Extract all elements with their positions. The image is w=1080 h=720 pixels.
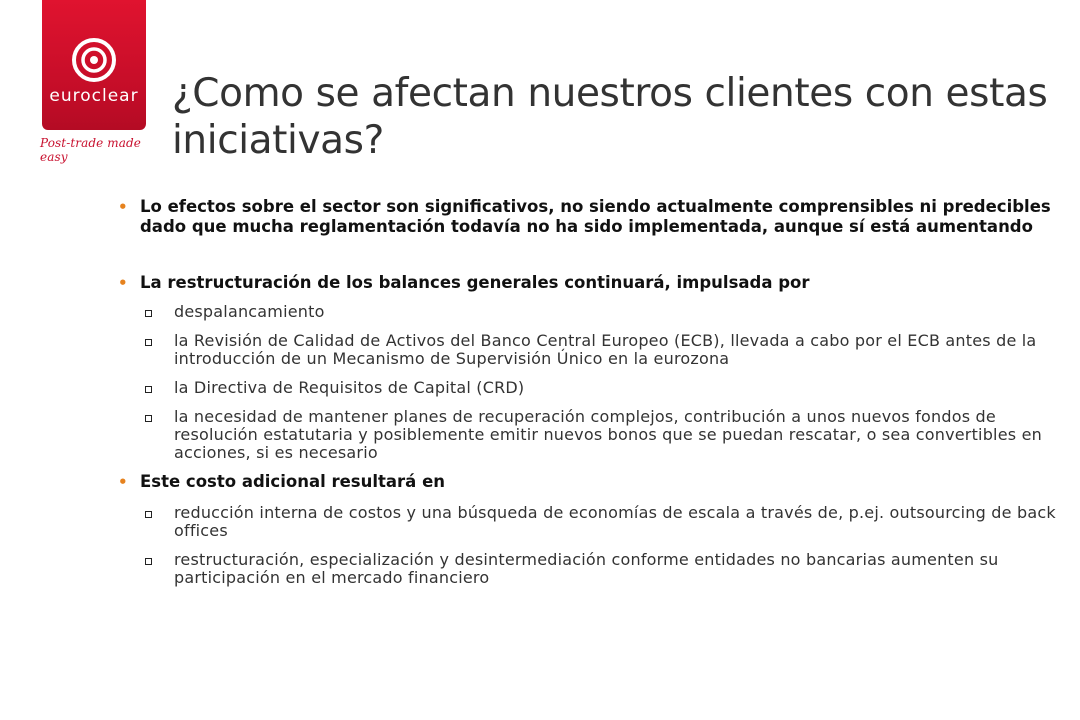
bullet-item [118,273,1058,293]
bullet-item [118,472,1058,492]
sub-item-text: la Directiva de Requisitos de Capital (CRD) [174,378,525,397]
square-bullet-icon [145,558,152,565]
sub-item-text: despalancamiento [174,302,325,321]
square-bullet-icon [145,511,152,518]
bullet-text: La restructuración de los balances generales continuará, impulsada por [140,273,810,292]
square-bullet-icon [145,310,152,317]
sub-item-text: reducción interna de costos y una búsqueda de economías de escala a través de, p.ej. outsourcing de back offices [174,503,1056,540]
sub-item-text: restructuración, especialización y desintermediación conforme entidades no bancarias aumenten su participación en el mercado financiero [174,550,999,587]
square-bullet-icon [145,415,152,422]
sub-item [118,551,1058,587]
sub-item [118,332,1058,368]
sub-item [118,408,1058,462]
bullet-item [118,197,1058,237]
sub-item-text: la Revisión de Calidad de Activos del Banco Central Europeo (ECB), llevada a cabo por el ECB antes de la introducción de un Mecanismo de Supervisión Único en la eurozona [174,331,1037,368]
sub-item [118,379,1058,397]
logo-wordmark: euroclear [49,86,139,106]
sub-item-text: la necesidad de mantener planes de recuperación complejos, contribución a unos nuevos fondos de resolución estatutaria y posiblemente emitir nuevos bonos que se puedan rescatar, o sea convertibles en acciones, si es necesario [174,407,1042,462]
sub-item [118,504,1058,540]
swirl-logo-icon [60,36,128,88]
slide-body [118,197,1058,587]
orange-bullet-icon: • [118,198,128,216]
orange-bullet-icon: • [118,473,128,491]
square-bullet-icon [145,339,152,346]
sub-item [118,303,1058,321]
bullet-text: Este costo adicional resultará en [140,472,446,491]
euroclear-logo [42,0,146,130]
square-bullet-icon [145,386,152,393]
orange-bullet-icon: • [118,274,128,292]
page-title: ¿Como se afectan nuestros clientes con estas iniciativas? [172,71,1048,163]
logo-tagline: Post-trade made easy [40,136,141,164]
bullet-text: Lo efectos sobre el sector son significativos, no siendo actualmente comprensibles ni predecibles dado que mucha reglamentación todavía no ha sido implementada, aunque sí está aumentando [140,197,1051,236]
